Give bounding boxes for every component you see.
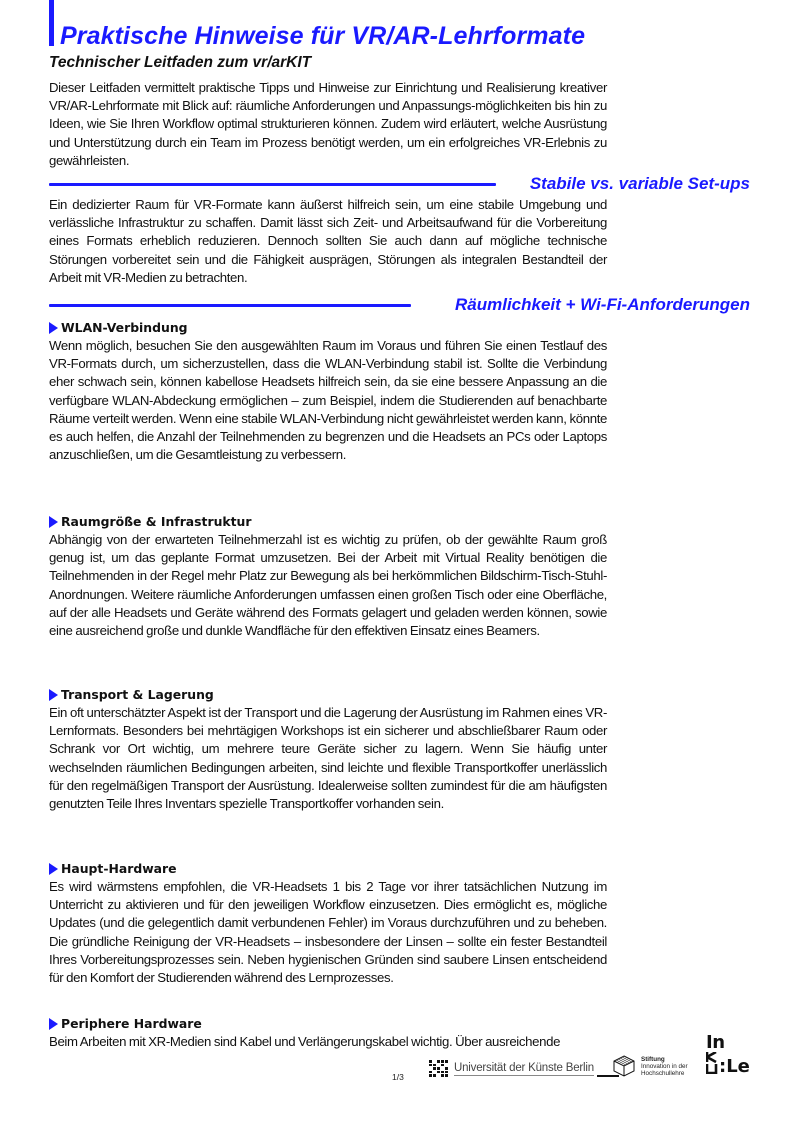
triangle-bullet-icon	[49, 1018, 58, 1030]
triangle-bullet-icon	[49, 863, 58, 875]
subsection-heading	[49, 1015, 607, 1032]
subsection-heading	[49, 686, 607, 703]
subsection-text: Abhängig von der erwarteten Teilnehmerzahl ist es wichtig zu prüfen, ob der gewählte Raum groß genug ist, um das geplante Format umzusetzen. Bei der Arbeit mit Virtual Reality benötigen die Teilnehmenden in der Regel mehr Platz zur Bewegung als bei herkömmlichen Bildschirm-Tisch-Stuhl-Anordnungen. Weitere räumliche Anforderungen umfassen einen großen Tisch oder eine Oberfläche, auf der alle Headsets und Geräte während des Formats gelagert und geladen werden können, sowie eine ausreichend große und dunkle Wandfläche für den effektiven Einsatz eines Beamers.	[49, 532, 607, 639]
page-subtitle: Technischer Leitfaden zum vr/arKIT	[49, 54, 312, 71]
section-title-setups: Stabile vs. variable Set-ups	[529, 174, 750, 193]
stiftung-cube-icon	[613, 1055, 635, 1077]
stiftung-line: Hochschullehre	[641, 1069, 685, 1077]
triangle-bullet-icon	[49, 516, 58, 528]
section-setups-text: Ein dedizierter Raum für VR-Formate kann äußerst hilfreich sein, um eine stabile Umgebung und verlässliche Infrastruktur zu schaffen. Damit lässt sich Zeit- und Arbeitsaufwand für die Vorbereitung eines Formats erheblich reduzieren. Dennoch sollten Sie auch dann auf mögliche technische Störungen vorbereitet sein und die Fähigkeit ausprägen, Störungen als integralen Bestandteil der Arbeit mit VR-Medien zu betrachten.	[49, 197, 607, 285]
page-number: 1/3	[392, 1072, 404, 1082]
subsection-heading	[49, 513, 607, 530]
stiftung-logo-block	[613, 1055, 688, 1077]
subsection-heading	[49, 860, 607, 877]
stiftung-text	[641, 1056, 688, 1077]
subsection-wlan	[49, 319, 607, 464]
section-rule	[49, 183, 496, 186]
inkule-logo	[706, 1034, 756, 1076]
page-title: Praktische Hinweise für VR/AR-Lehrformate	[60, 22, 586, 50]
subsection-text: Es wird wärmstens empfohlen, die VR-Headsets 1 bis 2 Tage vor ihrer tatsächlichen Nutzung im Unterricht zu aktivieren und für den jeweiligen Workflow einzusetzen. Dies ermöglicht es, mögliche Updates (und die gelegentlich damit verbundenen Fehler) im Voraus durchzuführen und zu beheben. Die gründliche Reinigung der VR-Headsets – insbesondere der Linsen – sollte ein fester Bestandteil Ihres Vorbereitungsprozesses sein. Neben hygienischen Gründen sind saubere Linsen entscheidend für den Komfort der Studierenden während des Lernprozesses.	[49, 879, 607, 986]
udk-logo-icon	[429, 1060, 448, 1077]
subsection-heading-label: WLAN-Verbindung	[61, 320, 188, 335]
subsection-peripheral-hardware	[49, 1015, 607, 1051]
stiftung-line: Stiftung	[641, 1055, 665, 1063]
subsection-main-hardware	[49, 860, 607, 987]
inkule-ku-glyph-icon	[706, 1052, 718, 1076]
subsection-heading-label: Raumgröße & Infrastruktur	[61, 514, 252, 529]
triangle-bullet-icon	[49, 322, 58, 334]
subsection-heading-label: Periphere Hardware	[61, 1016, 202, 1031]
section-rule	[49, 304, 411, 307]
intro-paragraph: Dieser Leitfaden vermittelt praktische Tipps und Hinweise zur Einrichtung und Realisierung kreativer VR/AR-Lehrformate mit Blick auf: räumliche Anforderungen und Anpassungs-möglichkeiten bis hin zu Ideen, wie Sie Ihren Workflow optimal strukturieren können. Zudem wird erläutert, welche Ausrüstung und Unterstützung durch ein Team im Prozess benötigt werden, um ein erfolgreiches VR-Erlebnis zu gewährleisten.	[49, 80, 607, 168]
inkule-line2: :Le	[719, 1056, 750, 1077]
stiftung-line: Innovation in der	[641, 1062, 688, 1070]
title-accent-bar	[49, 0, 54, 46]
subsection-text: Ein oft unterschätzter Aspekt ist der Transport und die Lagerung der Ausrüstung im Rahmen eines VR-Lernformats. Besonders bei mehrtägigen Workshops ist ein sicherer und abschließbarer Raum oder Schrank vor Ort wichtig, um mehrere teure Geräte sicher zu lagern. Wenn Sie häufig unter wechselnden räumlichen Bedingungen arbeiten, sind leichte und flexible Transportkoffer unerlässlich für den regelmäßigen Transport der Ausrüstung. Idealerweise sollten zumindest für die am häufigsten genutzten Teile Ihres Inventars spezielle Transportkoffer vorhanden sein.	[49, 705, 607, 812]
subsection-text: Beim Arbeiten mit XR-Medien sind Kabel und Verlängerungskabel wichtig. Über ausreichende	[49, 1034, 561, 1049]
udk-logo-block	[429, 1060, 619, 1077]
triangle-bullet-icon	[49, 689, 58, 701]
subsection-heading	[49, 319, 607, 336]
udk-name: Universität der Künste Berlin	[454, 1061, 594, 1074]
inkule-line1: In	[706, 1032, 725, 1053]
subsection-heading-label: Haupt-Hardware	[61, 861, 177, 876]
subsection-text: Wenn möglich, besuchen Sie den ausgewählten Raum im Voraus und führen Sie einen Testlauf des VR-Formats durch, um sicherzustellen, dass die WLAN-Verbindung stabil ist. Sollte die Verbindung eher schwach sein, können kabellose Headsets hilfreich sein, da sie eine bessere Anpassung an die verfügbare WLAN-Abdeckung ermöglichen – zum Beispiel, indem die Studierenden auf benachbarte Räume verteilt werden. Wenn eine stabile WLAN-Verbindung nicht gewährleistet werden kann, könnte es auch helfen, die Anzahl der Teilnehmenden zu begrenzen und die Headsets an PCs oder Laptops anzuschließen, um die Gesamtleistung zu verbessern.	[49, 338, 607, 463]
subsection-room-size	[49, 513, 607, 640]
subsection-heading-label: Transport & Lagerung	[61, 687, 214, 702]
section-title-room-wifi: Räumlichkeit + Wi-Fi-Anforderungen	[454, 295, 750, 314]
subsection-transport	[49, 686, 607, 813]
